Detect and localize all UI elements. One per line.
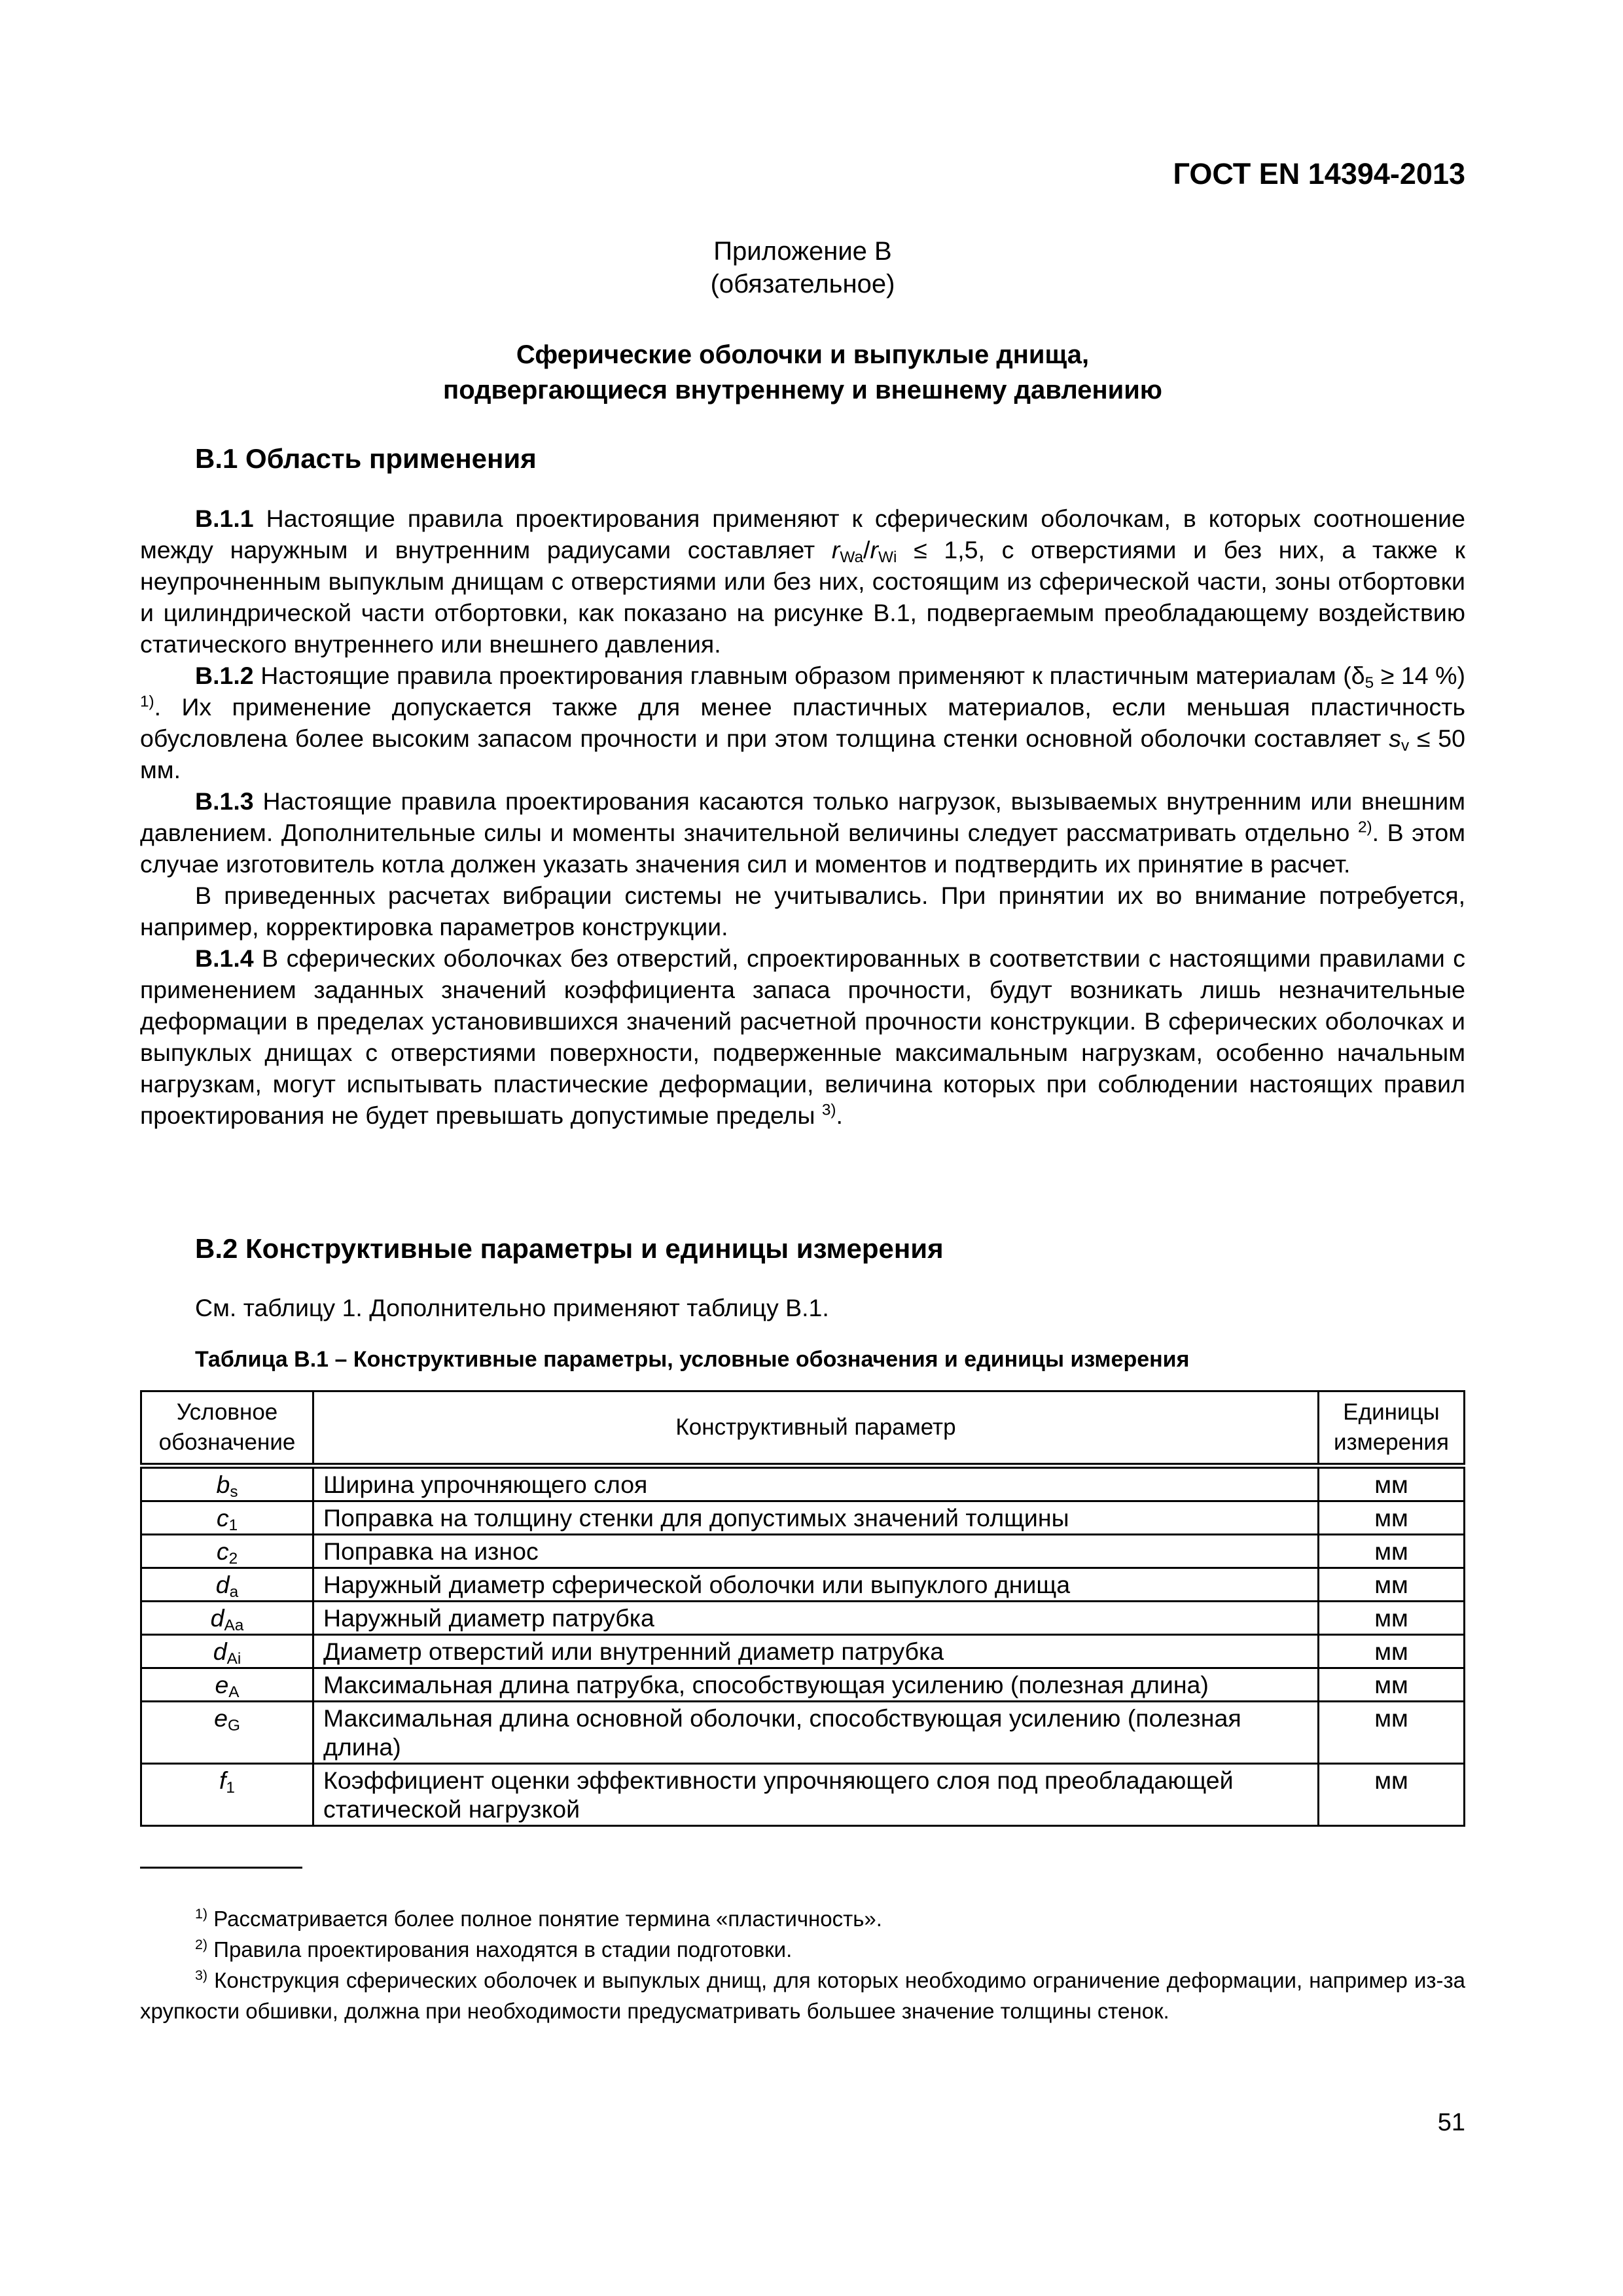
symbol: e [215, 1671, 229, 1698]
unit-cell: мм [1319, 1764, 1465, 1826]
symbol: d [215, 1571, 230, 1598]
footnote-2 [140, 1934, 1465, 1965]
text: В сферических оболочках без отверстий, спроектированных в соответствии с настоящими правилами с применением заданных значений коэффициента запаса прочности, будут возникать лишь незначительные деформации в пределах установившихся значений расчетной прочности конструкции. В сферических оболочках и выпуклых днищах с отверстиями поверхности, подверженные максимальным нагрузкам, особенно начальным нагрузкам, могут испытывать пластические деформации, величина которых при соблюдении настоящих правил проектирования не будет превышать допустимые пределы [140, 944, 1465, 1129]
clause-number: В.1.4 [195, 944, 254, 972]
footnote-text: Конструкция сферических оболочек и выпуклых днищ, для которых необходимо ограничение деформации, например из-за хрупкости обшивки, должна при необходимости предусматривать большее значение толщины стенок. [140, 1968, 1465, 2023]
unit-cell: мм [1319, 1635, 1465, 1668]
symbol: e [214, 1704, 228, 1732]
text: ≤ 1,5, с отверстиями и без них, а также к неупрочненным выпуклым днищам с отверстиями или без них, состоящим из сферической части, зоны отбортовки и цилиндрической части отбортовки, как показано на рисунке В.1, подвергаемым преобладающему воздействию статического внутреннего или внешнего давления. [140, 536, 1465, 658]
subscript: Ai [226, 1650, 241, 1668]
table-row [141, 1501, 1465, 1535]
text: . Их применение допускается также для менее пластичных материалов, если меньшая пластичность обусловлена более высоким запасом прочности и при этом толщина стенки основной оболочки составляет [140, 693, 1465, 752]
symbol-cell [141, 1568, 313, 1602]
table-row [141, 1466, 1465, 1501]
subscript: 2 [228, 1550, 238, 1568]
annex-heading-line2: подвергающиеся внутреннему и внешнему давлениию [443, 376, 1162, 404]
subscript: Wi [878, 548, 897, 567]
subscript: 1 [228, 1516, 238, 1535]
symbol: r [831, 536, 840, 564]
footnote-mark: 1) [195, 1906, 208, 1922]
symbol-cell [141, 1535, 313, 1568]
symbol: d [213, 1638, 227, 1665]
text: Настоящие правила проектирования главным образом применяют к пластичным материалам (δ [253, 662, 1365, 689]
annex-status: (обязательное) [710, 270, 895, 298]
footnote-mark: 2) [195, 1937, 208, 1953]
paragraph-b11 [140, 503, 1465, 660]
unit-cell: мм [1319, 1602, 1465, 1635]
subscript: a [229, 1583, 239, 1602]
table-row [141, 1764, 1465, 1826]
symbol: c [216, 1537, 229, 1565]
symbol: c [216, 1504, 229, 1532]
footnotes [140, 1903, 1465, 2026]
page-number: 51 [1437, 2109, 1465, 2136]
parameter-cell: Коэффициент оценки эффективности упрочняющего слоя под преобладающей статической нагрузкой [313, 1764, 1319, 1826]
unit-cell: мм [1319, 1466, 1465, 1501]
table-row [141, 1602, 1465, 1635]
text: / [863, 536, 870, 564]
symbol-cell [141, 1668, 313, 1702]
table-caption: Таблица В.1 – Конструктивные параметры, условные обозначения и единицы измерения [195, 1347, 1190, 1372]
footnote-text: Рассматривается более полное понятие термина «пластичность». [207, 1907, 882, 1931]
table-row [141, 1702, 1465, 1764]
column-header-symbol: Условное обозначение [141, 1391, 313, 1466]
table-row [141, 1568, 1465, 1602]
table-row [141, 1535, 1465, 1568]
symbol-cell [141, 1702, 313, 1764]
text: . [836, 1102, 843, 1129]
text: Настоящие правила проектирования касаются только нагрузок, вызываемых внутренним или внешним давлением. Дополнительные силы и моменты значительной величины следует рассматривать отдельно [140, 787, 1465, 846]
subscript: 5 [1364, 674, 1374, 692]
symbol-cell [141, 1602, 313, 1635]
column-header-parameter: Конструктивный параметр [313, 1391, 1319, 1466]
paragraph-b14 [140, 942, 1465, 1131]
table-row [141, 1668, 1465, 1702]
paragraph-vibration: В приведенных расчетах вибрации системы не учитывались. При принятии их во внимание потребуется, например, корректировка параметров конструкции. [140, 882, 1465, 941]
column-header-unit: Единицы измерения [1319, 1391, 1465, 1466]
symbol: r [870, 536, 878, 564]
parameter-cell: Поправка на износ [313, 1535, 1319, 1568]
paragraph-b13 [140, 785, 1465, 880]
annex-heading-line1: Сферические оболочки и выпуклые днища, [516, 340, 1090, 369]
parameter-cell: Наружный диаметр сферической оболочки или выпуклого днища [313, 1568, 1319, 1602]
subscript: s [230, 1483, 238, 1501]
unit-cell: мм [1319, 1568, 1465, 1602]
table-row [141, 1635, 1465, 1668]
unit-cell: мм [1319, 1501, 1465, 1535]
clause-number: В.1.1 [195, 505, 254, 532]
subscript: A [228, 1683, 240, 1702]
annex-title: Приложение В [713, 237, 892, 266]
section-b1-body [140, 503, 1465, 1131]
footnote-text: Правила проектирования находятся в стадии подготовки. [207, 1937, 793, 1962]
table-header-row [141, 1391, 1465, 1466]
symbol: s [1389, 725, 1401, 752]
parameter-cell: Максимальная длина патрубка, способствующая усилению (полезная длина) [313, 1668, 1319, 1702]
parameter-cell: Ширина упрочняющего слоя [313, 1466, 1319, 1501]
unit-cell: мм [1319, 1702, 1465, 1764]
subscript: Wa [840, 548, 864, 567]
subscript: v [1400, 737, 1410, 755]
document-id: ГОСТ EN 14394-2013 [1173, 157, 1465, 190]
section-b2-text: См. таблицу 1. Дополнительно применяют таблицу В.1. [195, 1294, 829, 1321]
footnote-1 [140, 1903, 1465, 1934]
parameter-cell: Поправка на толщину стенки для допустимых значений толщины [313, 1501, 1319, 1535]
unit-cell: мм [1319, 1535, 1465, 1568]
footnote-ref[interactable]: 1) [140, 692, 154, 711]
text: . В этом случае изготовитель котла должен указать значения сил и моментов и подтвердить их принятие в расчет. [140, 819, 1465, 878]
text: Настоящие правила проектирования применяют к сферическим оболочкам, в которых соотношение между наружным и внутренним радиусами составляет [140, 505, 1465, 564]
clause-number: В.1.2 [195, 662, 254, 689]
footnote-separator [140, 1867, 302, 1869]
subscript: Aa [224, 1617, 244, 1635]
symbol: f [219, 1767, 226, 1794]
subscript: G [227, 1717, 240, 1735]
paragraph-b12 [140, 660, 1465, 785]
symbol-cell [141, 1501, 313, 1535]
symbol-cell [141, 1764, 313, 1826]
subscript: 1 [226, 1779, 235, 1797]
section-b1-heading: В.1 Область применения [195, 443, 537, 474]
footnote-ref[interactable]: 3) [821, 1101, 836, 1119]
section-b2-heading: В.2 Конструктивные параметры и единицы измерения [195, 1233, 944, 1264]
symbol-cell [141, 1466, 313, 1501]
unit-cell: мм [1319, 1668, 1465, 1702]
symbol: b [216, 1471, 230, 1498]
text: ≥ 14 %) [1374, 662, 1465, 689]
parameter-cell: Наружный диаметр патрубка [313, 1602, 1319, 1635]
footnote-ref[interactable]: 2) [1357, 818, 1372, 836]
parameters-table [140, 1390, 1465, 1827]
footnote-mark: 3) [195, 1967, 208, 1984]
text: ≤ 50 мм. [140, 725, 1465, 783]
footnote-3 [140, 1965, 1465, 2026]
parameter-cell: Максимальная длина основной оболочки, способствующая усилению (полезная длина) [313, 1702, 1319, 1764]
symbol-cell [141, 1635, 313, 1668]
symbol: d [210, 1604, 224, 1632]
parameter-cell: Диаметр отверстий или внутренний диаметр патрубка [313, 1635, 1319, 1668]
clause-number: В.1.3 [195, 787, 254, 815]
